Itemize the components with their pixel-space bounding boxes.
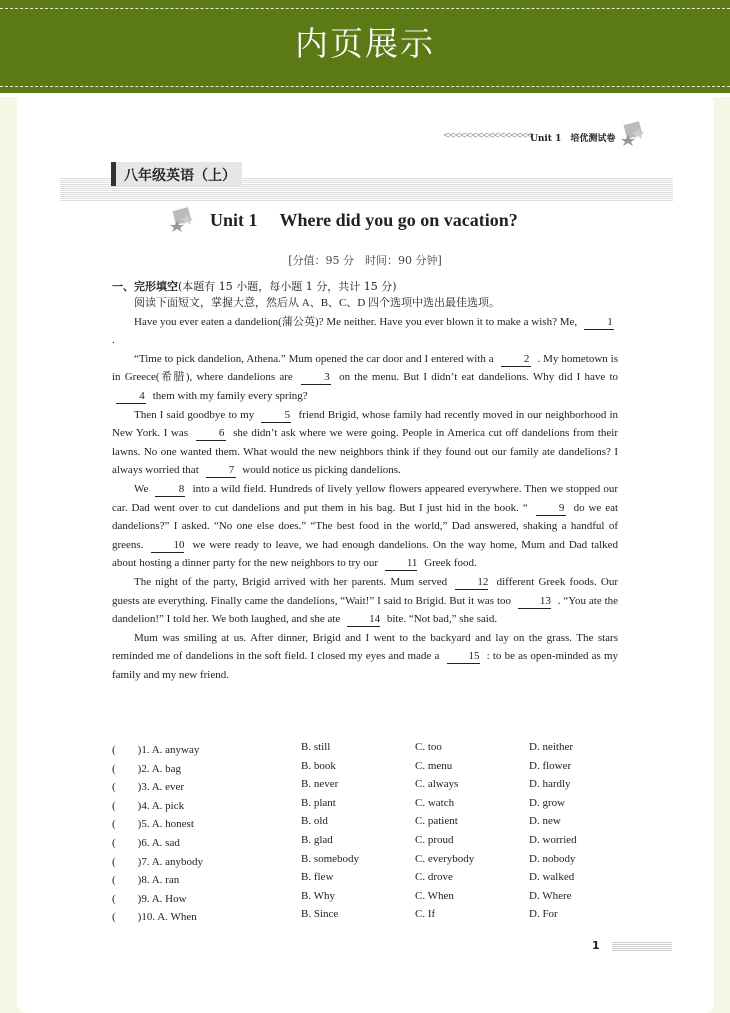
blank: 10 xyxy=(151,539,184,553)
section-note: (本题有 15 小题，每小题 1 分，共计 15 分) xyxy=(178,280,397,293)
option-b: B. Since xyxy=(301,908,339,921)
page-number: 1 xyxy=(592,939,600,952)
option-row xyxy=(112,778,632,797)
option-b: B. old xyxy=(301,815,328,828)
text: Then I said goodbye to my xyxy=(134,408,255,421)
text: do we eat dandelions?” I asked. “No one else does.” “The best food in the world,” Dad answered, shaking a handful of greens. xyxy=(112,501,619,551)
option-d: D. Where xyxy=(529,889,572,902)
blank: 6 xyxy=(196,427,226,441)
option-row xyxy=(112,797,632,816)
text: she didn’t ask where we were going. People in America cut off dandelions from their lawns. No one wanted them. What would the new neighbors think if they found out our family ate dandelions? I always worried that xyxy=(112,427,619,477)
blank: 9 xyxy=(536,502,566,516)
option-b: B. still xyxy=(301,741,331,753)
instruction: 阅读下面短文，掌握大意，然后从 A、B、C、D 四个选项中选出最佳选项。 xyxy=(134,297,501,309)
blank: 14 xyxy=(347,613,380,627)
option-q: ( )9. A. How xyxy=(112,892,187,905)
option-b: B. never xyxy=(301,778,339,791)
option-row xyxy=(112,741,632,760)
option-d: D. worried xyxy=(529,833,577,846)
text: : to be as open-minded as my family and my new friend. xyxy=(112,650,619,681)
option-d: D. nobody xyxy=(529,852,576,865)
blank: 5 xyxy=(261,409,291,423)
option-row xyxy=(112,890,632,909)
text: different Greek foods. Our guests ate everything. Finally came the dandelions, “Wait!” I said to Brigid. But it was too xyxy=(112,575,619,607)
option-d: D. new xyxy=(529,815,561,828)
unit-label: Unit 1 xyxy=(210,210,258,230)
text: The night of the party, Brigid arrived with her parents. Mum served xyxy=(134,575,448,588)
option-d: D. grow xyxy=(529,796,566,809)
option-b: B. book xyxy=(301,759,336,772)
option-q: ( )8. A. ran xyxy=(112,874,180,887)
option-b: B. flew xyxy=(301,871,334,884)
option-c: C. drove xyxy=(415,871,453,884)
option-c: C. patient xyxy=(415,815,458,828)
banner xyxy=(0,0,730,97)
blank: 12 xyxy=(455,576,488,590)
text: Greek food. xyxy=(424,557,477,570)
blank: 3 xyxy=(301,371,331,385)
option-c: C. menu xyxy=(415,759,453,772)
option-c: C. always xyxy=(415,778,459,791)
page-title xyxy=(210,210,518,231)
option-q: ( )1. A. anyway xyxy=(112,744,200,756)
score-time-info: [分值：95 分 时间：90 分钟] xyxy=(288,254,442,267)
text: We xyxy=(134,482,149,495)
option-c: C. watch xyxy=(415,796,455,809)
text: friend Brigid, whose family had recently moved in our neighborhood in New York. I was xyxy=(112,408,619,440)
blank: 7 xyxy=(206,464,236,478)
option-q: ( )2. A. bag xyxy=(112,762,182,775)
option-row xyxy=(112,815,632,834)
option-row xyxy=(112,871,632,890)
blank: 13 xyxy=(518,595,551,609)
text: . xyxy=(112,334,115,347)
blank: 8 xyxy=(155,483,185,497)
blank: 1 xyxy=(584,316,614,330)
option-c: C. If xyxy=(415,908,436,921)
option-q: ( )5. A. honest xyxy=(112,818,194,831)
paragraph xyxy=(112,313,618,350)
star-book-icon xyxy=(620,120,646,146)
option-b: B. plant xyxy=(301,796,336,809)
blank: 11 xyxy=(385,557,418,571)
option-d: D. flower xyxy=(529,759,572,772)
text: would notice us picking dandelions. xyxy=(242,464,401,477)
unit-question: Where did you go on vacation? xyxy=(279,210,518,230)
text: them with my family every spring? xyxy=(152,389,308,402)
option-d: D. For xyxy=(529,908,558,921)
running-header-arrows: <<<<<<<<<<<<<<<< xyxy=(443,131,532,141)
blank: 4 xyxy=(116,390,146,404)
text: bite. “Not bad,” she said. xyxy=(386,613,498,626)
running-header-text: Unit 1 培优测试卷 xyxy=(530,134,616,144)
option-d: D. neither xyxy=(529,741,573,753)
paragraph xyxy=(112,406,618,480)
paragraph xyxy=(112,350,618,406)
option-d: D. hardly xyxy=(529,778,571,791)
option-c: C. proud xyxy=(415,833,454,846)
blank: 15 xyxy=(447,650,480,664)
text: Have you ever eaten a dandelion(蒲公英)? Me neither. Have you ever blown it to make a wish? Me, xyxy=(134,315,578,328)
blank: 2 xyxy=(501,353,531,367)
option-q: ( )4. A. pick xyxy=(112,799,185,812)
option-q: ( )3. A. ever xyxy=(112,781,185,794)
text: “Time to pick dandelion, Athena.” Mum opened the car door and I entered with a xyxy=(134,352,494,365)
option-row xyxy=(112,853,632,872)
text: Mum was smiling at us. After dinner, Brigid and I went to the backyard and lay on the grass. The stars reminded me of dandelions in the soft field. I closed my eyes and made a xyxy=(112,631,618,663)
option-c: C. When xyxy=(415,889,454,902)
option-row xyxy=(112,760,632,779)
banner-title: 内页展示 xyxy=(295,24,435,63)
option-b: B. glad xyxy=(301,833,333,846)
option-d: D. walked xyxy=(529,871,575,884)
option-q: ( )6. A. sad xyxy=(112,836,180,849)
grade-label: 八年级英语（上） xyxy=(111,162,242,186)
text: into a wild field. Hundreds of lively yellow flowers appeared everywhere. Then we stopped our car. Dad went over to cut dandelions and put them in his bag. But I just hid in the book. “ xyxy=(112,482,619,514)
options-list xyxy=(112,741,632,927)
paragraph xyxy=(112,629,618,685)
star-book-icon xyxy=(169,206,195,232)
option-c: C. everybody xyxy=(415,852,475,865)
passage xyxy=(112,294,618,684)
text: . My hometown is in Greece(希腊), where dandelions are xyxy=(112,352,619,384)
option-c: C. too xyxy=(415,741,442,753)
option-b: B. Why xyxy=(301,889,336,902)
page-number-bar xyxy=(612,941,672,951)
paragraph xyxy=(112,480,618,573)
option-q: ( )10. A. When xyxy=(112,911,197,924)
section-title: 一、完形填空 xyxy=(112,280,178,293)
option-row xyxy=(112,834,632,853)
paragraph xyxy=(112,573,618,629)
option-b: B. somebody xyxy=(301,852,360,865)
text: . “You ate the dandelion!” I told her. We both laughed, and she ate xyxy=(112,594,619,626)
option-row xyxy=(112,908,632,927)
text: we were ready to leave, we had enough dandelions. On the way home, Mum and Dad talked about hosting a dinner party for the new neighbors to try our xyxy=(112,538,619,570)
option-q: ( )7. A. anybody xyxy=(112,855,204,868)
text: on the menu. But I didn’t eat dandelions. Why did I have to xyxy=(339,371,619,384)
section-heading xyxy=(112,278,397,294)
